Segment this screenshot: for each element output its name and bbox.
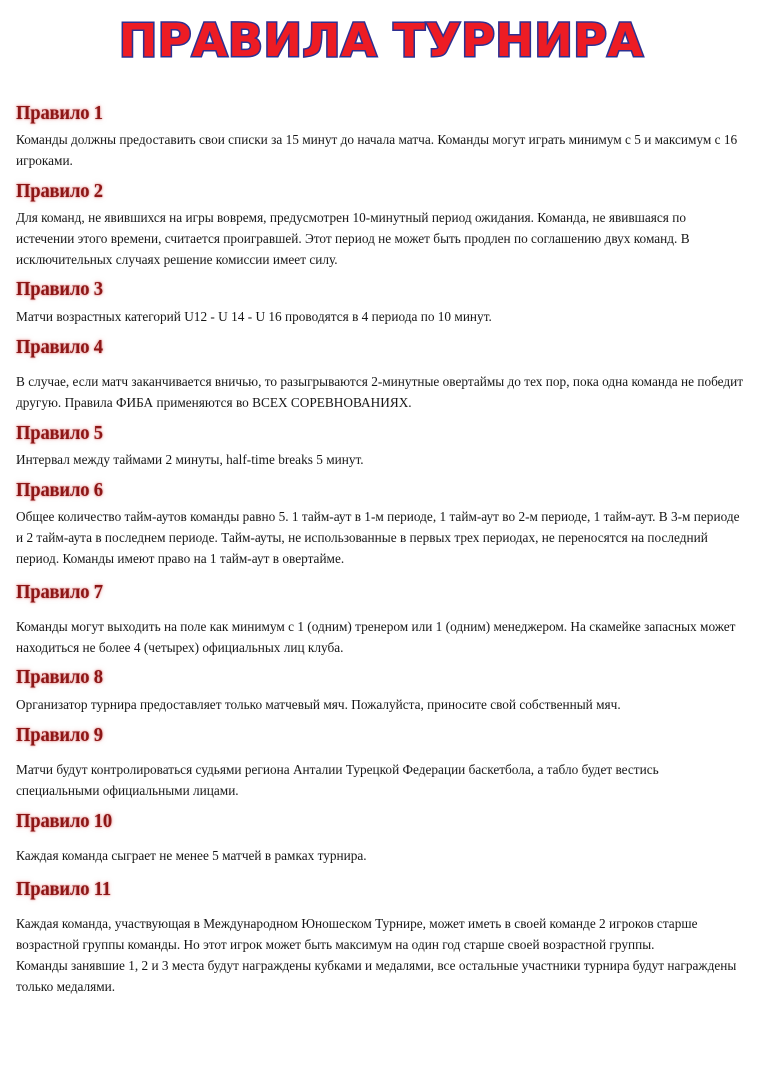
rule-body: [16, 760, 745, 802]
rule-block: [16, 178, 745, 271]
rule-paragraph: В случае, если матч заканчивается вничью, то разыгрываются 2-минутные овертаймы до тех пор, пока одна команда не победит другую. Правила ФИБА применяются во ВСЕХ СОРЕВНОВАНИЯХ.: [16, 373, 744, 410]
rule-paragraph: Команды занявшие 1, 2 и 3 места будут награждены кубками и медалями, все остальные участники турнира будут награждены только медалями.: [16, 957, 737, 994]
rule-paragraph: Организатор турнира предоставляет только матчевый мяч. Пожалуйста, приносите свой собственный мяч.: [16, 696, 621, 712]
rule-heading: Правило 4: [16, 335, 103, 358]
page-title: ПРАВИЛА ТУРНИРА: [119, 14, 644, 67]
rule-heading: Правило 2: [16, 179, 103, 202]
rule-heading: Правило 3: [16, 278, 103, 301]
rule-body: [16, 846, 745, 867]
rule-block: [16, 664, 745, 715]
rule-paragraph: Общее количество тайм-аутов команды равно 5. 1 тайм-аут в 1-м периоде, 1 тайм-аут во 2-м периоде, 1 тайм-аут. В 3-м периоде и 2 тайм-аута в последнем периоде. Тайм-ауты, не использованные в первых трех периодах, не переносятся на последний период. Команды имеют право на 1 тайм-аут в овертайме.: [16, 509, 740, 566]
rule-body: [16, 372, 745, 414]
rule-block: [16, 334, 745, 414]
rule-body: [16, 130, 745, 172]
rule-heading: Правило 8: [16, 666, 103, 689]
rule-paragraph: Матчи будут контролироваться судьями региона Анталии Турецкой Федерации баскетбола, а табло будет вестись специальными официальными лицами.: [16, 762, 659, 798]
rule-body: [16, 450, 745, 471]
rule-block: [16, 579, 745, 659]
rule-paragraph: Матчи возрастных категорий U12 - U 14 - U 16 проводятся в 4 периода по 10 минут.: [16, 308, 492, 324]
rule-block: [16, 876, 745, 998]
rule-body: [16, 507, 745, 569]
rule-heading: Правило 7: [16, 580, 103, 603]
rule-body: [16, 617, 745, 659]
title-banner: [0, 0, 763, 70]
rule-body: [16, 695, 745, 716]
rule-block: [16, 722, 745, 802]
rule-heading: Правило 5: [16, 421, 103, 444]
rule-paragraph: Каждая команда, участвующая в Международном Юношеском Турнире, может иметь в своей команде 2 игроков старше возрастной группы команды. Но этот игрок может быть максимум на один год старше своей возрастной группы.: [16, 916, 698, 953]
rule-paragraph: Для команд, не явившихся на игры вовремя, предусмотрен 10-минутный период ожидания. Команда, не явившаяся по истечении этого времени, считается проигравшей. Этот период не может быть продлен по соглашению двух команд. В исключительных случаях решение комиссии имеет силу.: [16, 209, 690, 267]
rule-heading: Правило 10: [16, 809, 113, 832]
rule-heading: Правило 6: [16, 478, 103, 501]
rule-body: [16, 208, 745, 270]
rule-heading: Правило 1: [16, 101, 103, 124]
rule-body: [16, 307, 745, 328]
rule-paragraph: Команды должны предоставить свои списки за 15 минут до начала матча. Команды могут играть минимум с 5 и максимум с 16 игроками.: [16, 131, 738, 168]
rule-block: [16, 420, 745, 471]
rule-paragraph: Каждая команда сыграет не менее 5 матчей в рамках турнира.: [16, 848, 367, 864]
rule-paragraph: Интервал между таймами 2 минуты, half-time breaks 5 минут.: [16, 451, 364, 467]
rule-paragraph: Команды могут выходить на поле как минимум с 1 (одним) тренером или 1 (одним) менеджером. На скамейке запасных может находиться не более 4 (четырех) официальных лиц клуба.: [16, 618, 736, 655]
rule-body: [16, 914, 745, 997]
rule-block: [16, 100, 745, 172]
rule-heading: Правило 9: [16, 723, 103, 746]
rule-heading: Правило 11: [16, 877, 111, 900]
rule-block: [16, 808, 745, 867]
rules-list: [0, 100, 763, 998]
rule-block: [16, 477, 745, 570]
rule-block: [16, 276, 745, 327]
